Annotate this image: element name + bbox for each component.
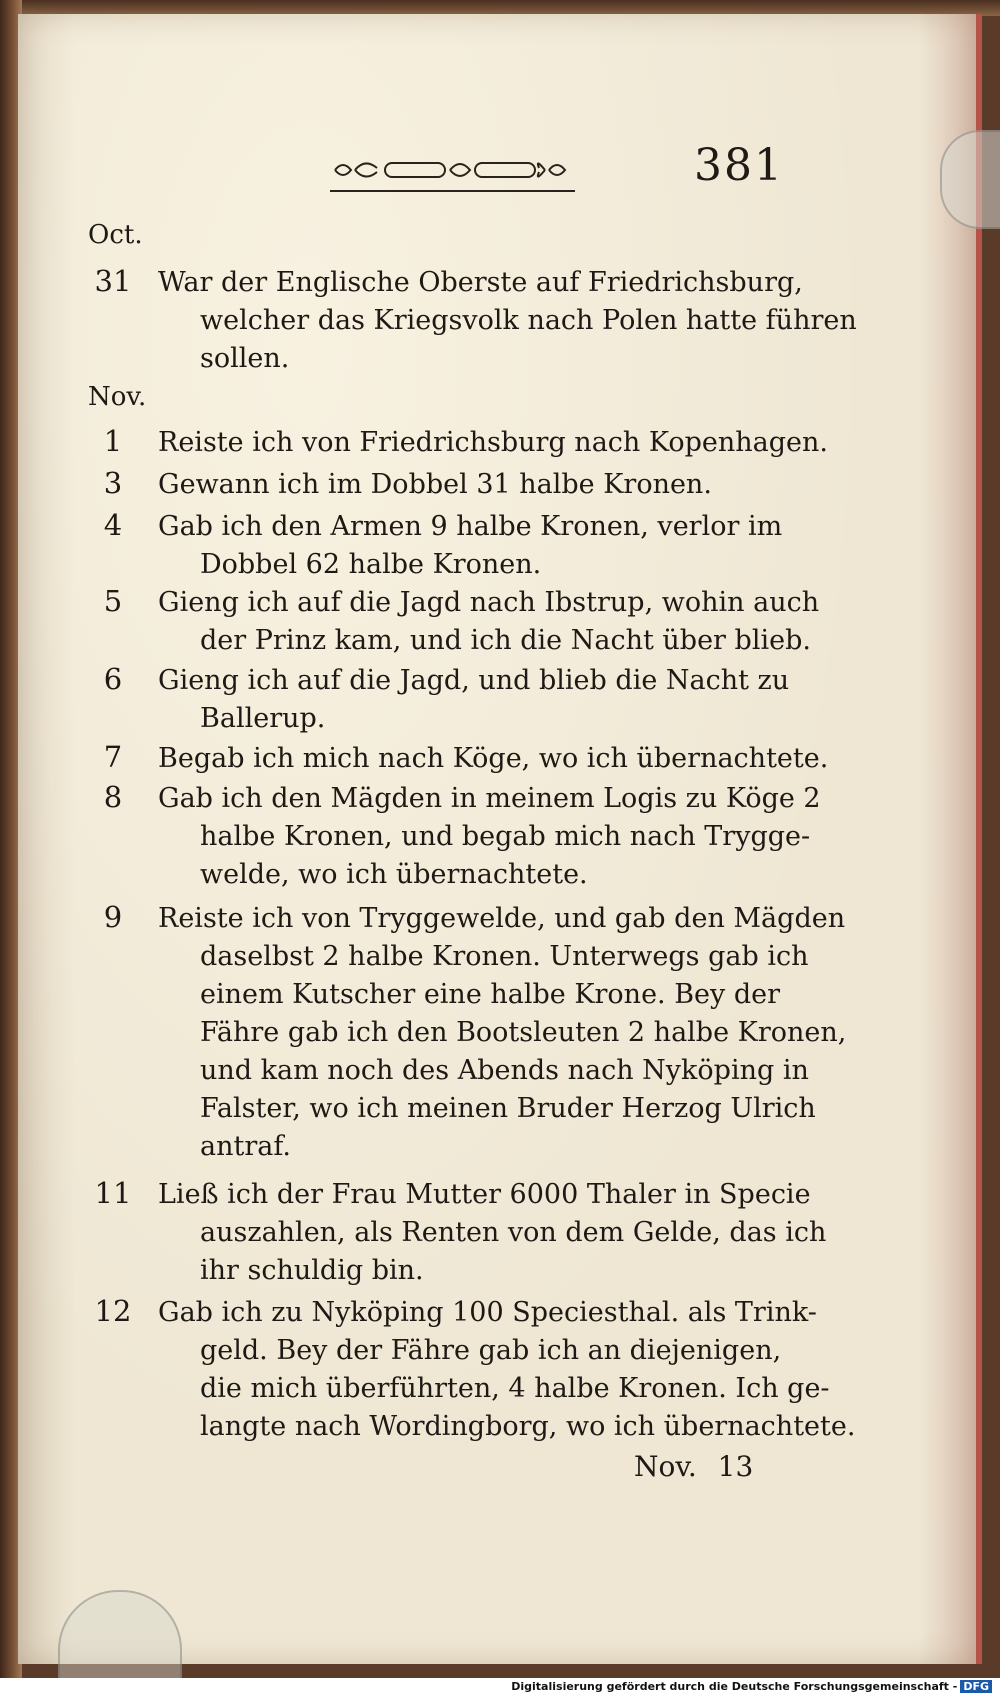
entry-day: 31: [94, 264, 132, 298]
entry-line: Gieng ich auf die Jagd nach Ibstrup, wohin auch: [158, 587, 820, 618]
entry-line: Gab ich den Mägden in meinem Logis zu Köge 2: [158, 783, 821, 814]
entry-line: und kam noch des Abends nach Nyköping in: [200, 1055, 809, 1086]
month-heading-oct: Oct.: [88, 220, 143, 250]
entry-line: Ballerup.: [200, 703, 326, 734]
entry-text: [158, 740, 829, 778]
page-clip-top: [940, 130, 1000, 229]
entry-line: War der Englische Oberste auf Friedrichsburg,: [158, 267, 803, 298]
entry-text: [158, 466, 818, 504]
entry-line: sollen.: [200, 343, 290, 374]
entry-line: geld. Bey der Fähre gab ich an diejenigen,: [200, 1335, 782, 1366]
entry-day: 12: [94, 1294, 132, 1328]
entry-text: [158, 780, 821, 894]
entry-day: 8: [103, 780, 123, 814]
ornament-icon: [330, 150, 570, 190]
entry-day: 11: [94, 1176, 132, 1210]
entry-line: Gab ich zu Nyköping 100 Speciesthal. als Trink-: [158, 1297, 817, 1328]
entry-text: [158, 1294, 856, 1446]
entry-day: 1: [103, 424, 123, 458]
catchword: Nov. 13: [634, 1450, 754, 1483]
entry-line: Ließ ich der Frau Mutter 6000 Thaler in Specie: [158, 1179, 811, 1210]
entry-line: daselbst 2 halbe Kronen. Unterwegs gab ich: [200, 941, 809, 972]
entry-day: 3: [103, 466, 123, 500]
entry-day: 7: [103, 740, 123, 774]
entry-line: Gieng ich auf die Jagd, und blieb die Nacht zu: [158, 665, 790, 696]
entry-line: auszahlen, als Renten von dem Gelde, das ich: [200, 1217, 827, 1248]
entry-text: [158, 508, 818, 584]
entry-line: Gab ich den Armen 9 halbe Kronen, verlor im: [158, 511, 783, 542]
digitization-credit: [511, 1680, 992, 1693]
entry-text: [158, 662, 818, 738]
entry-day: 4: [103, 508, 123, 542]
entry-text: [158, 584, 818, 660]
entry-line: Reiste ich von Friedrichsburg nach Kopenhagen.: [158, 427, 828, 458]
credit-text: Digitalisierung gefördert durch die Deutsche Forschungsgemeinschaft -: [511, 1680, 958, 1693]
entry-line: antraf.: [200, 1131, 291, 1162]
entry-day: 9: [103, 900, 123, 934]
entry-line: Falster, wo ich meinen Bruder Herzog Ulrich: [200, 1093, 816, 1124]
dfg-logo: DFG: [960, 1680, 992, 1693]
entry-line: Begab ich mich nach Köge, wo ich übernachtete.: [158, 743, 829, 774]
entry-line: der Prinz kam, und ich die Nacht über blieb.: [200, 625, 811, 656]
entry-text: [158, 1176, 827, 1290]
entry-text: [158, 424, 828, 462]
entry-line: ihr schuldig bin.: [200, 1255, 424, 1286]
entry-day: 5: [103, 584, 123, 618]
entry-line: Reiste ich von Tryggewelde, und gab den Mägden: [158, 903, 846, 934]
entry-line: welde, wo ich übernachtete.: [200, 859, 588, 890]
entry-line: langte nach Wordingborg, wo ich übernachtete.: [200, 1411, 856, 1442]
entry-line: halbe Kronen, und begab mich nach Trygge-: [200, 821, 811, 852]
entry-text: [158, 900, 847, 1166]
month-heading-nov: Nov.: [88, 382, 147, 412]
entry-line: einem Kutscher eine halbe Krone. Bey der: [200, 979, 781, 1010]
entry-day: 6: [103, 662, 123, 696]
entry-line: welcher das Kriegsvolk nach Polen hatte führen: [200, 305, 857, 336]
entry-text: [158, 264, 857, 378]
page-number: 381: [694, 140, 784, 191]
entry-line: Fähre gab ich den Bootsleuten 2 halbe Kronen,: [200, 1017, 847, 1048]
entry-line: die mich überführten, 4 halbe Kronen. Ich ge-: [200, 1373, 830, 1404]
ornament-rule: [330, 190, 575, 192]
entry-line: Dobbel 62 halbe Kronen.: [200, 549, 542, 580]
entry-line: Gewann ich im Dobbel 31 halbe Kronen.: [158, 469, 712, 500]
